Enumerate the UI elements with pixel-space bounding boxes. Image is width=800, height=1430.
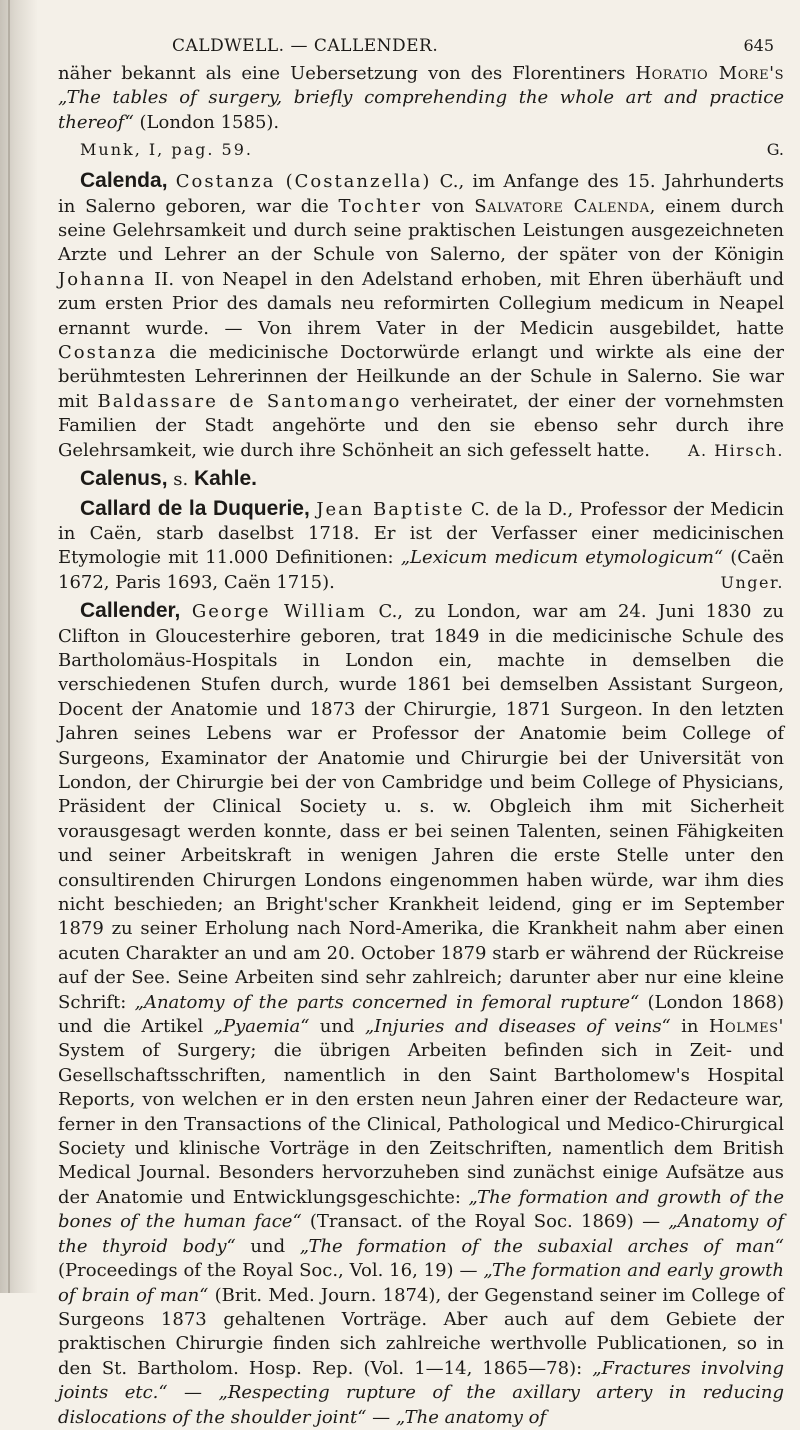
source-line xyxy=(58,137,784,163)
text-run: verheiratet, der einer der vornehmsten Familien der Stadt angehörte und den sie ebenso sehr durch ihre Gelehrsamkeit, wie durch ihre Schönheit an sich gefesselt hatte. xyxy=(58,390,785,461)
entry-callard xyxy=(58,497,784,596)
work-title: „Anatomy of the parts concerned in femoral rupture“ xyxy=(134,991,640,1013)
entry-callender xyxy=(58,599,784,1430)
emphasis-spaced: Tochter xyxy=(338,195,423,217)
text-run: (Transact. of the Royal Soc. 1869) — xyxy=(301,1211,669,1233)
person-name: Costanza xyxy=(58,342,158,364)
text-run: C. de la D., Professor der Medicin in Caën, starb daselbst 1718. Er ist der Verfasser einer medicinischen Etymologie mit 11.000 Definitionen: xyxy=(58,498,784,569)
text-run: näher bekannt als eine Uebersetzung von des Florentiners xyxy=(58,63,636,84)
work-title: „The formation and early growth of brain of man“ xyxy=(58,1260,784,1306)
page-binding-edge xyxy=(8,0,10,1293)
work-title: „Pyaemia“ xyxy=(213,1016,310,1038)
person-name: Baldassare de Santomango xyxy=(97,390,402,412)
person-name: Jean Baptiste xyxy=(316,498,465,520)
person-name: Salvatore Calenda xyxy=(474,195,650,217)
person-name: George William xyxy=(191,601,367,623)
work-title: „Injuries and diseases of veins“ xyxy=(364,1016,671,1038)
work-title: „Anatomy of the thyroid body“ xyxy=(58,1211,784,1257)
text-run: II. von Neapel in den Adelstand erhoben, mit Ehren überhäuft und zum ersten Prior des damals neu reformirten Collegium medicum in Neapel ernannt wurde. — Von ihrem Vater in der Medicin ausgebildet, hatte xyxy=(58,268,784,339)
author-signature: A. Hirsch. xyxy=(687,440,784,460)
work-title: „Respecting rupture of the axillary artery in reducing dislocations of the shoulder joint“ xyxy=(58,1382,784,1428)
person-name: Johanna xyxy=(58,268,147,290)
text-run: , einem durch seine Gelehrsamkeit und durch seine praktischen Leistungen ausgezeichneten Arzte und Lehrer an der Schule von Salerno, der später von der Königin xyxy=(58,195,785,266)
text-run: C., zu London, war am 24. Juni 1830 zu Clifton in Gloucesterhire geboren, trat 1849 in die medicinische Schule des Bartholomäus-Hospitals in London ein, machte in demselben die verschiedenen Stufen durch, wurde 1861 bei demselben Assistant Surgeon, Docent der Anatomie und 1873 der Chirurgie, 1871 Surgeon. In den letzten Jahren seines Lebens war er Professor der Anatomie beim College of Surgeons, Examinator der Anatomie und Chirurgie bei der Universität von London, der Chirurgie bei der von Cambridge und beim College of Physicians, Präsident der Clinical Society u. s. w. Obgleich ihm mit Sicherheit vorausgesagt werden konnte, dass er bei seinen Talenten, seinen Fähigkeiten und seiner Arbeitskraft in wenigen Jahren die erste Stelle unter den consultirenden Chirurgen Londons eingenommen haben würde, war ihm dies nicht beschieden; an Bright'scher Krankheit leidend, ging er im September 1879 zu seiner Erholung nach Nord-Amerika, die Krankheit nahm aber einen acuten Charakter an und am 20. October 1879 starb er während der Rückreise auf der See. Seine Arbeiten sind sehr zahlreich; darunter aber nur eine kleine Schrift: xyxy=(58,601,784,1013)
article-text xyxy=(58,62,784,1430)
entry-calenus xyxy=(58,467,784,492)
running-title: CALDWELL. — CALLENDER. xyxy=(172,36,439,56)
running-head xyxy=(58,0,784,58)
text-run: von xyxy=(422,195,475,217)
text-run: und xyxy=(309,1016,365,1038)
author-signature: Unger. xyxy=(720,572,784,592)
cross-reference-link[interactable]: Kahle. xyxy=(193,467,257,491)
author-name: Holmes' xyxy=(708,1016,785,1038)
person-name: Costanza (Costanzella) xyxy=(175,171,432,193)
text-run: — xyxy=(366,1406,396,1428)
text-run: (Proceedings of the Royal Soc., Vol. 16, 19) — xyxy=(58,1260,484,1282)
author-name: Horatio More's xyxy=(635,63,784,84)
book-page xyxy=(58,0,785,1428)
page-number: 645 xyxy=(743,36,774,55)
text-run: — xyxy=(167,1382,219,1404)
text-run: (Caën 1672, Paris 1693, Caën 1715). xyxy=(58,547,784,593)
entry-headword: Callender, xyxy=(80,599,181,623)
page-binding-shadow xyxy=(0,0,38,1293)
text-run: die medicinische Doctorwürde erlangt und wirkte als eine der berühmtesten Lehrerinnen der Heilkunde an der Schule in Salerno. Sie war mit xyxy=(58,342,784,412)
text-run: s. xyxy=(167,469,194,491)
work-title: „The anatomy of xyxy=(395,1406,547,1428)
work-title: „Fractures involving joints etc.“ xyxy=(58,1357,784,1404)
text-run: (London 1868) und die Artikel xyxy=(58,991,784,1038)
work-title: „The formation and growth of the bones of the human face“ xyxy=(58,1186,784,1233)
text-run: und xyxy=(235,1235,300,1257)
text-run: (Brit. Med. Journ. 1874), der Gegenstand seiner im College of Surgeons 1873 gehaltenen Vorträge. Aber auch auf dem Gebiete der praktischen Chirurgie finden sich zahlreiche werthvolle Publicationen, so in den St. Bartholom. Hosp. Rep. (Vol. 1—14, 1865—78): xyxy=(58,1284,784,1379)
work-title: „The tables of surgery, briefly comprehending the whole art and practice thereof“ xyxy=(58,87,784,133)
entry-headword: Calenda, xyxy=(80,169,168,193)
entry-headword: Callard de la Duquerie, xyxy=(80,496,310,520)
text-run: (London 1585). xyxy=(133,111,280,133)
entry-calenda xyxy=(58,169,784,463)
author-signature: G. xyxy=(766,140,784,160)
work-title: „The formation of the subaxial arches of man“ xyxy=(299,1235,785,1257)
previous-entry-continuation xyxy=(58,62,784,135)
text-run: C., im Anfange des 15. Jahrhunderts in Salerno geboren, war die xyxy=(58,171,784,217)
work-title: „Lexicum medicum etymologicum“ xyxy=(400,547,724,569)
text-run: System of Surgery; die übrigen Arbeiten befinden sich in Zeit- und Gesellschaftsschriften, namentlich in den Saint Bartholomew's Hospital Reports, von welchen er in den ersten neun Jahren einer der Redacteure war, ferner in den Transactions of the Clinical, Pathological und Medico-Chirurgical Society und klinische Vorträge in den Zeitschriften, namentlich dem British Medical Journal. Besonders hervorzuheben sind zunächst einige Aufsätze aus der Anatomie und Entwicklungsgeschichte: xyxy=(58,1040,784,1208)
text-run: in xyxy=(670,1016,709,1038)
entry-headword: Calenus, xyxy=(80,467,168,491)
source-reference: Munk, I, pag. 59. xyxy=(80,140,253,160)
